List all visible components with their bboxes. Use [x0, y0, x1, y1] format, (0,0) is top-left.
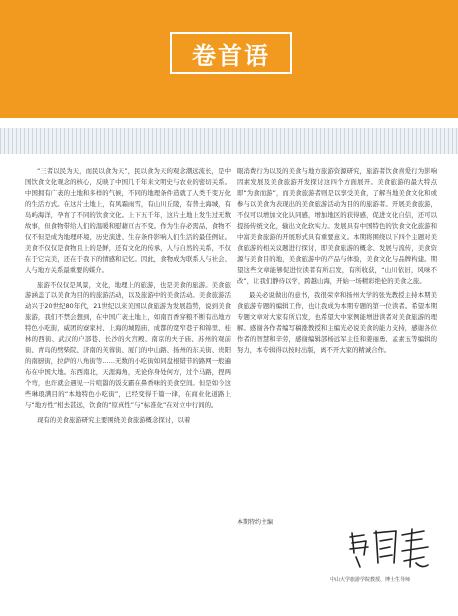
page-title-text: 卷首语: [192, 41, 270, 70]
right-paragraph-2: 最关必说做出的意书，我很荣幸和扬州大学的张先教授主持本期美食旅游专题的编辑工作，也让我成为本期专题的第一位读者。希望本期专题文章对大家有所启发，也希望大中家例能增进读者对美食旅游的理解。感谢各作者编写稿涨教授和主编光必说美食的能力支持，感谢各位作者的智慧和辛劳，感谢编辑部杨远军主任和姜丽勇、孟素玉等编辑的努力，本专辑得以按时出版，离不开大家的精诚合作。: [237, 291, 437, 355]
signature-label: 本期特约主编: [237, 519, 274, 526]
left-paragraph-3: 现有的美食旅游研究主要围绕美食旅游概念探讨，以着: [37, 415, 191, 424]
right-column: [237, 166, 437, 360]
right-paragraph-1: 眼消费行为以及的美食与地方旅游资源研究，旅游者饮食喜爱行为影响因素发展及美食旅游开发探讨这四个方面展开。美食旅游的最大特点即“为食而游”，而美食旅游者则是以享受美食，了解当地美食文化和或参与以美食为表现出的美食旅游活动为目的的旅游者。开展美食旅游，不仅可以增加文化认同感，增加地区的获得感，促进文化自信，还可以提扬传统文化，输出文化软实力。发展具有中国特色的饮食文化旅游和中富美食旅游的开展形式具有重要意义。本期将围绕以下四个主题对美食旅游的相关议题进行探讨，即美食旅游的概念、发展与流传，美食资源与美食目的地，美食旅游中的产品与体验，美食文化与品牌构建。期望这些文章能够促进位读者有所启发，有所收获，“山川依旧，风味不改”，让我们静待以学，跨越山海，开始一场精彩绝伦的美食之旅。: [237, 167, 437, 285]
left-paragraph-1: “三者以民为天，而民以食为天”，民以食为天的观念潮远流长，是中国饮食文化观念的核心，反映了中国几千年来文明史与农业的密切关系。中国拥有广袤的土地和多样的气候，不同的地理条件造就了人类千变万化的生活方式。在这片土地上，有风霜雨雪，有山川丘陵，有普土海城，有岛屿海洋，孕育了不同的饮食文化。上下五千年，这片土地上发生过无数故事，但食物带给人们的温暖和慰藉亘古不变。作为生存必需品，食物不仅不但是成为地理环境、历史演进、生存条件影响人们生活的最佳例证。美食不仅仅是食物且上的是鲜，还有文化的传承，人与自然的关系，不仅在于它完美，还在于我下的情感和记忆。因此，食物成为联系人与社会、人与地方关系最重要的媒介。: [25, 167, 231, 274]
left-paragraph-2: 旅游不仅仅是风景，文化，地理上的旅游，也是美食的旅游。美食旅游涵盖了以美食为目的的旅游活动，以及旅游中的美食活动。美食旅游活动兴于20世纪80年代，21世纪以来美国以食旅游为发展趋势，说到美食旅游，我们不禁会想到，在中国广袤土地上，如南百香穿粮不断有出地方特色小吃街，威团的寮家村、上海的城隍庙、成都的宽窄巷子和锦里、桂林的西街、武汉的户部巷、长沙的火宫殿、南京的夫子庙、苏州的观前街、青岛的劈柴院、济南的芙蓉街、厦门的中山路、扬州的东关街、贵阳的南厨街，拉萨的八角街等……无数的小吃街如同盘根错节的路网一般遍布在中国大地。东西南北，天涯海角，无论你身处何方，过个马路，捏两个弯，也许就会遇见一片喧嚣的饭支霸在鼻香味的美食空间。但是如今这些琳琅满目的“本地特色小吃街”，已经变得千篇一律，在商业化道路上与“地方性”相去甚远，饮食的“原真性”与“标准化”在对立中行间的。: [25, 280, 231, 410]
signature-caption: 中山大学旅游学院教授、博士生导师: [330, 577, 411, 583]
handwritten-signature: [344, 523, 432, 573]
page-title: [170, 32, 292, 74]
white-band: [0, 118, 458, 128]
left-column: [25, 166, 231, 430]
decorative-stripe: [0, 128, 458, 154]
